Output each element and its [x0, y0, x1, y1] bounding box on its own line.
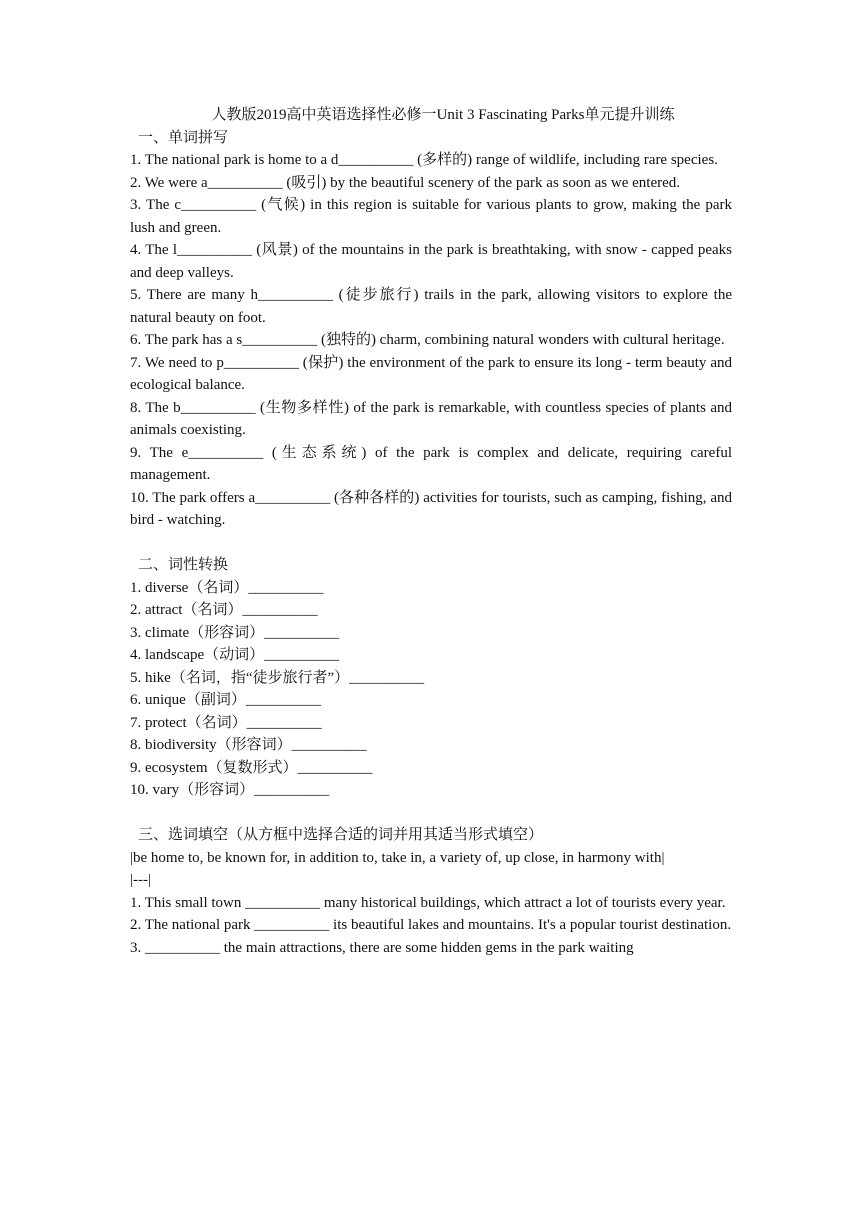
conversion-item: 5. hike（名词，指“徒步旅行者”）__________: [130, 669, 425, 686]
section-2-heading: 二、词性转换: [138, 557, 229, 573]
conversion-item: 6. unique（副词）__________: [130, 692, 321, 708]
spelling-item: 3. The c__________ (气候) in this region is suitable for various plants to grow, making the park lush and green.: [130, 197, 732, 236]
conversion-item: 10. vary（形容词）__________: [130, 782, 330, 798]
spelling-item: 5. There are many h__________ (徒步旅行) trails in the park, allowing visitors to explore the natural beauty on foot.: [130, 287, 732, 326]
spelling-item: 10. The park offers a__________ (各种各样的) activities for tourists, such as camping, fishing, and bird - watching.: [130, 489, 732, 528]
word-box: |be home to, be known for, in addition to, take in, a variety of, up close, in harmony with|: [130, 849, 665, 866]
conversion-item: 7. protect（名词）__________: [130, 714, 322, 731]
section-1-heading: 一、单词拼写: [138, 129, 229, 146]
conversion-item: 3. climate（形容词）__________: [130, 624, 340, 641]
spelling-item: 9. The e__________ (生态系统) of the park is complex and delicate, requiring careful management.: [130, 444, 732, 483]
spelling-item: 7. We need to p__________ (保护) the environment of the park to ensure its long - term beauty and ecological balance.: [130, 354, 732, 393]
spelling-item: 2. We were a__________ (吸引) by the beautiful scenery of the park as soon as we entered.: [130, 174, 681, 191]
fill-blank-item: 3. __________ the main attractions, there are some hidden gems in the park waiting: [130, 939, 634, 956]
paragraph-spacer: [130, 532, 732, 555]
fill-blank-item: 2. The national park __________ its beautiful lakes and mountains. It's a popular tourist destination.: [130, 917, 732, 933]
document-title: 人教版2019高中英语选择性必修一Unit 3 Fascinating Parks单元提升训练: [211, 107, 675, 123]
spelling-item: 4. The l__________ (风景) of the mountains in the park is breathtaking, with snow - capped peaks and deep valleys.: [130, 242, 732, 281]
document-page: [130, 104, 732, 959]
conversion-item: 1. diverse（名词）__________: [130, 579, 324, 596]
paragraph-spacer: [130, 802, 732, 825]
word-box-separator: |---|: [130, 872, 151, 888]
conversion-item: 8. biodiversity（形容词）__________: [130, 737, 367, 753]
spelling-item: 8. The b__________ (生物多样性) of the park is remarkable, with countless species of plants and animals coexisting.: [130, 399, 732, 438]
spelling-item: 1. The national park is home to a d__________ (多样的) range of wildlife, including rare species.: [130, 152, 718, 168]
conversion-item: 4. landscape（动词）__________: [130, 647, 340, 663]
section-3-heading: 三、选词填空（从方框中选择合适的词并用其适当形式填空）: [138, 827, 544, 843]
fill-blank-item: 1. This small town __________ many historical buildings, which attract a lot of tourists every year.: [130, 894, 726, 911]
conversion-item: 2. attract（名词）__________: [130, 602, 318, 618]
conversion-item: 9. ecosystem（复数形式）__________: [130, 759, 373, 776]
spelling-item: 6. The park has a s__________ (独特的) charm, combining natural wonders with cultural heritage.: [130, 332, 725, 348]
